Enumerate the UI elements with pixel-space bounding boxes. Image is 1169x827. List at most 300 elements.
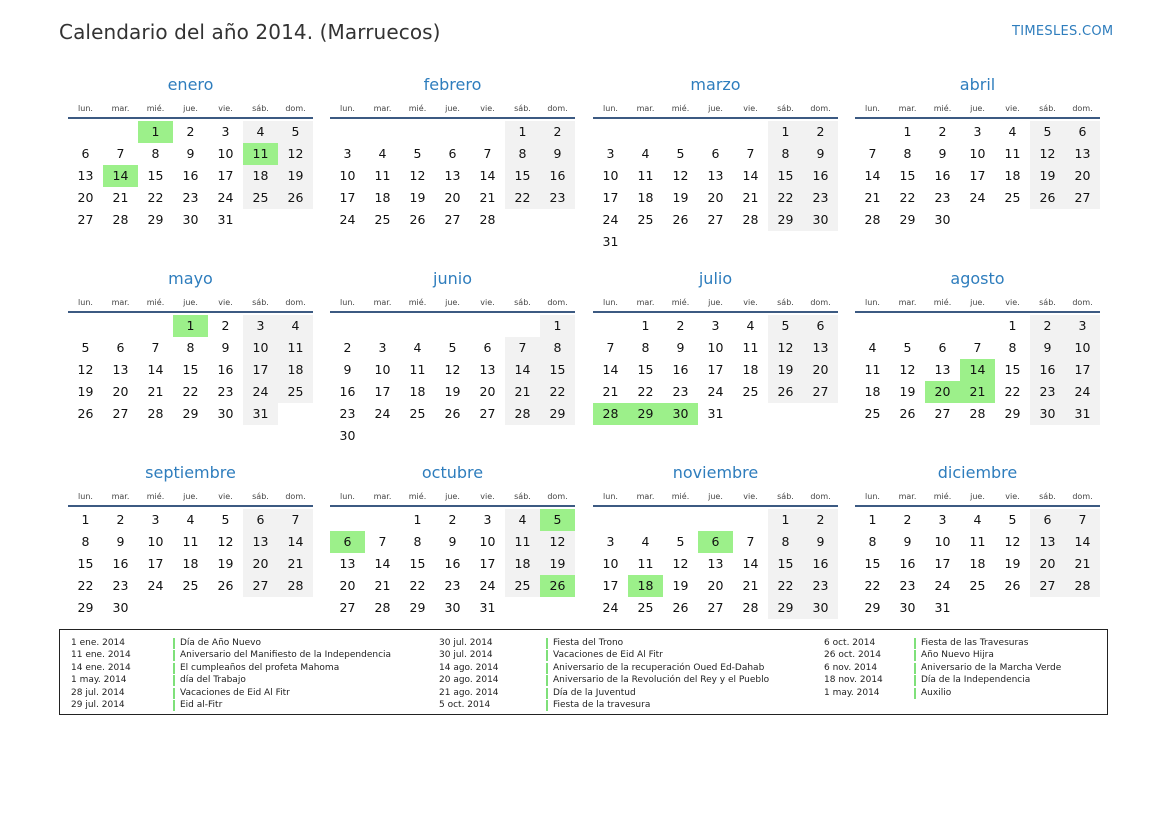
- holiday-day-cell[interactable]: 11: [243, 143, 278, 165]
- day-cell[interactable]: 17: [1065, 359, 1100, 381]
- day-cell[interactable]: 12: [444, 362, 461, 377]
- day-cell[interactable]: 18: [374, 190, 391, 205]
- holiday-day-cell[interactable]: 30: [663, 403, 698, 425]
- day-cell[interactable]: 31: [602, 234, 619, 249]
- day-cell[interactable]: 6: [243, 509, 278, 531]
- day-cell[interactable]: 25: [278, 381, 313, 403]
- day-cell[interactable]: 7: [505, 337, 540, 359]
- day-cell[interactable]: 14: [864, 168, 881, 183]
- day-cell[interactable]: 21: [602, 384, 619, 399]
- day-cell[interactable]: 7: [483, 146, 492, 161]
- day-cell[interactable]: 19: [768, 359, 803, 381]
- day-cell[interactable]: 2: [186, 124, 195, 139]
- day-cell[interactable]: 17: [147, 556, 164, 571]
- holiday-day-cell[interactable]: 21: [960, 381, 995, 403]
- day-cell[interactable]: 18: [637, 190, 654, 205]
- day-cell[interactable]: 19: [77, 384, 94, 399]
- day-cell[interactable]: 25: [505, 575, 540, 597]
- day-cell[interactable]: 14: [147, 362, 164, 377]
- day-cell[interactable]: 1: [1008, 318, 1017, 333]
- day-cell[interactable]: 12: [77, 362, 94, 377]
- day-cell[interactable]: 25: [742, 384, 759, 399]
- day-cell[interactable]: 4: [746, 318, 755, 333]
- day-cell[interactable]: 11: [1004, 146, 1021, 161]
- day-cell[interactable]: 29: [147, 212, 164, 227]
- day-cell[interactable]: 29: [768, 597, 803, 619]
- day-cell[interactable]: 13: [707, 168, 724, 183]
- day-cell[interactable]: 10: [339, 168, 356, 183]
- day-cell[interactable]: 7: [1065, 509, 1100, 531]
- day-cell[interactable]: 4: [378, 146, 387, 161]
- day-cell[interactable]: 23: [803, 187, 838, 209]
- day-cell[interactable]: 15: [864, 556, 881, 571]
- day-cell[interactable]: 13: [803, 337, 838, 359]
- day-cell[interactable]: 6: [116, 340, 125, 355]
- day-cell[interactable]: 20: [1030, 553, 1065, 575]
- day-cell[interactable]: 10: [243, 337, 278, 359]
- day-cell[interactable]: 9: [116, 534, 125, 549]
- day-cell[interactable]: 28: [1065, 575, 1100, 597]
- day-cell[interactable]: 12: [1004, 534, 1021, 549]
- day-cell[interactable]: 11: [409, 362, 426, 377]
- day-cell[interactable]: 6: [1065, 121, 1100, 143]
- day-cell[interactable]: 13: [1030, 531, 1065, 553]
- holiday-day-cell[interactable]: 28: [593, 403, 628, 425]
- day-cell[interactable]: 22: [637, 384, 654, 399]
- day-cell[interactable]: 17: [217, 168, 234, 183]
- day-cell[interactable]: 15: [768, 165, 803, 187]
- holiday-day-cell[interactable]: 14: [103, 165, 138, 187]
- day-cell[interactable]: 18: [1004, 168, 1021, 183]
- day-cell[interactable]: 7: [278, 509, 313, 531]
- day-cell[interactable]: 11: [969, 534, 986, 549]
- day-cell[interactable]: 8: [1008, 340, 1017, 355]
- day-cell[interactable]: 19: [672, 190, 689, 205]
- day-cell[interactable]: 21: [505, 381, 540, 403]
- day-cell[interactable]: 12: [672, 168, 689, 183]
- day-cell[interactable]: 16: [1030, 359, 1065, 381]
- day-cell[interactable]: 10: [147, 534, 164, 549]
- day-cell[interactable]: 24: [374, 406, 391, 421]
- day-cell[interactable]: 4: [186, 512, 195, 527]
- day-cell[interactable]: 11: [374, 168, 391, 183]
- day-cell[interactable]: 3: [343, 146, 352, 161]
- day-cell[interactable]: 28: [479, 212, 496, 227]
- day-cell[interactable]: 22: [505, 187, 540, 209]
- day-cell[interactable]: 16: [444, 556, 461, 571]
- day-cell[interactable]: 7: [746, 534, 755, 549]
- day-cell[interactable]: 8: [413, 534, 422, 549]
- day-cell[interactable]: 5: [81, 340, 90, 355]
- day-cell[interactable]: 4: [973, 512, 982, 527]
- day-cell[interactable]: 5: [448, 340, 457, 355]
- day-cell[interactable]: 6: [711, 146, 720, 161]
- day-cell[interactable]: 17: [339, 190, 356, 205]
- day-cell[interactable]: 21: [864, 190, 881, 205]
- day-cell[interactable]: 23: [217, 384, 234, 399]
- day-cell[interactable]: 19: [540, 553, 575, 575]
- day-cell[interactable]: 4: [641, 146, 650, 161]
- day-cell[interactable]: 27: [707, 212, 724, 227]
- day-cell[interactable]: 13: [1065, 143, 1100, 165]
- day-cell[interactable]: 13: [934, 362, 951, 377]
- holiday-day-cell[interactable]: 5: [540, 509, 575, 531]
- day-cell[interactable]: 23: [182, 190, 199, 205]
- day-cell[interactable]: 13: [243, 531, 278, 553]
- day-cell[interactable]: 5: [278, 121, 313, 143]
- day-cell[interactable]: 5: [903, 340, 912, 355]
- day-cell[interactable]: 18: [505, 553, 540, 575]
- day-cell[interactable]: 21: [479, 190, 496, 205]
- day-cell[interactable]: 5: [221, 512, 230, 527]
- day-cell[interactable]: 16: [672, 362, 689, 377]
- day-cell[interactable]: 27: [339, 600, 356, 615]
- day-cell[interactable]: 7: [746, 146, 755, 161]
- day-cell[interactable]: 21: [374, 578, 391, 593]
- day-cell[interactable]: 1: [413, 512, 422, 527]
- day-cell[interactable]: 30: [899, 600, 916, 615]
- day-cell[interactable]: 29: [540, 403, 575, 425]
- day-cell[interactable]: 21: [112, 190, 129, 205]
- day-cell[interactable]: 24: [1065, 381, 1100, 403]
- day-cell[interactable]: 27: [803, 381, 838, 403]
- day-cell[interactable]: 10: [602, 556, 619, 571]
- day-cell[interactable]: 2: [448, 512, 457, 527]
- day-cell[interactable]: 3: [243, 315, 278, 337]
- day-cell[interactable]: 1: [903, 124, 912, 139]
- day-cell[interactable]: 17: [602, 578, 619, 593]
- day-cell[interactable]: 29: [899, 212, 916, 227]
- day-cell[interactable]: 26: [672, 600, 689, 615]
- day-cell[interactable]: 16: [934, 168, 951, 183]
- day-cell[interactable]: 15: [77, 556, 94, 571]
- day-cell[interactable]: 7: [378, 534, 387, 549]
- day-cell[interactable]: 16: [540, 165, 575, 187]
- day-cell[interactable]: 14: [374, 556, 391, 571]
- day-cell[interactable]: 14: [278, 531, 313, 553]
- day-cell[interactable]: 3: [151, 512, 160, 527]
- day-cell[interactable]: 17: [374, 384, 391, 399]
- day-cell[interactable]: 1: [505, 121, 540, 143]
- day-cell[interactable]: 8: [151, 146, 160, 161]
- day-cell[interactable]: 24: [602, 600, 619, 615]
- day-cell[interactable]: 17: [602, 190, 619, 205]
- day-cell[interactable]: 6: [81, 146, 90, 161]
- day-cell[interactable]: 15: [768, 553, 803, 575]
- day-cell[interactable]: 12: [768, 337, 803, 359]
- holiday-day-cell[interactable]: 6: [330, 531, 365, 553]
- day-cell[interactable]: 4: [641, 534, 650, 549]
- day-cell[interactable]: 19: [672, 578, 689, 593]
- day-cell[interactable]: 9: [186, 146, 195, 161]
- day-cell[interactable]: 15: [637, 362, 654, 377]
- day-cell[interactable]: 5: [1008, 512, 1017, 527]
- day-cell[interactable]: 9: [938, 146, 947, 161]
- day-cell[interactable]: 8: [768, 143, 803, 165]
- day-cell[interactable]: 25: [637, 212, 654, 227]
- day-cell[interactable]: 25: [182, 578, 199, 593]
- day-cell[interactable]: 10: [1065, 337, 1100, 359]
- day-cell[interactable]: 2: [1030, 315, 1065, 337]
- day-cell[interactable]: 13: [112, 362, 129, 377]
- day-cell[interactable]: 29: [182, 406, 199, 421]
- day-cell[interactable]: 24: [243, 381, 278, 403]
- day-cell[interactable]: 4: [505, 509, 540, 531]
- day-cell[interactable]: 1: [768, 509, 803, 531]
- day-cell[interactable]: 22: [409, 578, 426, 593]
- day-cell[interactable]: 17: [243, 359, 278, 381]
- day-cell[interactable]: 15: [182, 362, 199, 377]
- day-cell[interactable]: 28: [374, 600, 391, 615]
- day-cell[interactable]: 24: [707, 384, 724, 399]
- day-cell[interactable]: 1: [81, 512, 90, 527]
- day-cell[interactable]: 26: [899, 406, 916, 421]
- day-cell[interactable]: 15: [899, 168, 916, 183]
- day-cell[interactable]: 23: [803, 575, 838, 597]
- day-cell[interactable]: 26: [278, 187, 313, 209]
- day-cell[interactable]: 25: [864, 406, 881, 421]
- day-cell[interactable]: 2: [343, 340, 352, 355]
- day-cell[interactable]: 28: [505, 403, 540, 425]
- day-cell[interactable]: 13: [707, 556, 724, 571]
- day-cell[interactable]: 11: [182, 534, 199, 549]
- day-cell[interactable]: 20: [707, 578, 724, 593]
- day-cell[interactable]: 12: [540, 531, 575, 553]
- day-cell[interactable]: 7: [606, 340, 615, 355]
- day-cell[interactable]: 7: [151, 340, 160, 355]
- day-cell[interactable]: 14: [505, 359, 540, 381]
- day-cell[interactable]: 16: [339, 384, 356, 399]
- day-cell[interactable]: 24: [479, 578, 496, 593]
- day-cell[interactable]: 19: [1030, 165, 1065, 187]
- day-cell[interactable]: 25: [243, 187, 278, 209]
- day-cell[interactable]: 12: [672, 556, 689, 571]
- day-cell[interactable]: 19: [217, 556, 234, 571]
- day-cell[interactable]: 30: [803, 597, 838, 619]
- day-cell[interactable]: 4: [868, 340, 877, 355]
- day-cell[interactable]: 9: [803, 531, 838, 553]
- day-cell[interactable]: 28: [278, 575, 313, 597]
- day-cell[interactable]: 19: [1004, 556, 1021, 571]
- day-cell[interactable]: 30: [803, 209, 838, 231]
- day-cell[interactable]: 14: [602, 362, 619, 377]
- day-cell[interactable]: 28: [147, 406, 164, 421]
- day-cell[interactable]: 20: [77, 190, 94, 205]
- day-cell[interactable]: 9: [803, 143, 838, 165]
- day-cell[interactable]: 8: [186, 340, 195, 355]
- day-cell[interactable]: 29: [768, 209, 803, 231]
- day-cell[interactable]: 17: [934, 556, 951, 571]
- day-cell[interactable]: 3: [1065, 315, 1100, 337]
- day-cell[interactable]: 10: [602, 168, 619, 183]
- day-cell[interactable]: 28: [742, 212, 759, 227]
- day-cell[interactable]: 27: [707, 600, 724, 615]
- day-cell[interactable]: 21: [278, 553, 313, 575]
- day-cell[interactable]: 31: [934, 600, 951, 615]
- day-cell[interactable]: 22: [864, 578, 881, 593]
- day-cell[interactable]: 26: [409, 212, 426, 227]
- day-cell[interactable]: 21: [147, 384, 164, 399]
- day-cell[interactable]: 22: [1004, 384, 1021, 399]
- day-cell[interactable]: 3: [973, 124, 982, 139]
- day-cell[interactable]: 20: [243, 553, 278, 575]
- day-cell[interactable]: 31: [707, 406, 724, 421]
- day-cell[interactable]: 11: [278, 337, 313, 359]
- day-cell[interactable]: 12: [278, 143, 313, 165]
- day-cell[interactable]: 22: [768, 575, 803, 597]
- day-cell[interactable]: 10: [217, 146, 234, 161]
- day-cell[interactable]: 26: [1004, 578, 1021, 593]
- day-cell[interactable]: 22: [182, 384, 199, 399]
- day-cell[interactable]: 8: [641, 340, 650, 355]
- day-cell[interactable]: 5: [1030, 121, 1065, 143]
- day-cell[interactable]: 11: [637, 168, 654, 183]
- day-cell[interactable]: 3: [711, 318, 720, 333]
- day-cell[interactable]: 6: [448, 146, 457, 161]
- day-cell[interactable]: 31: [217, 212, 234, 227]
- day-cell[interactable]: 11: [864, 362, 881, 377]
- day-cell[interactable]: 2: [803, 509, 838, 531]
- day-cell[interactable]: 10: [969, 146, 986, 161]
- day-cell[interactable]: 24: [217, 190, 234, 205]
- day-cell[interactable]: 21: [1065, 553, 1100, 575]
- day-cell[interactable]: 13: [77, 168, 94, 183]
- day-cell[interactable]: 27: [444, 212, 461, 227]
- day-cell[interactable]: 23: [1030, 381, 1065, 403]
- day-cell[interactable]: 19: [899, 384, 916, 399]
- day-cell[interactable]: 8: [903, 146, 912, 161]
- day-cell[interactable]: 30: [112, 600, 129, 615]
- day-cell[interactable]: 8: [505, 143, 540, 165]
- day-cell[interactable]: 7: [116, 146, 125, 161]
- day-cell[interactable]: 22: [768, 187, 803, 209]
- day-cell[interactable]: 28: [969, 406, 986, 421]
- day-cell[interactable]: 27: [479, 406, 496, 421]
- day-cell[interactable]: 19: [444, 384, 461, 399]
- day-cell[interactable]: 18: [409, 384, 426, 399]
- day-cell[interactable]: 7: [868, 146, 877, 161]
- day-cell[interactable]: 30: [217, 406, 234, 421]
- day-cell[interactable]: 16: [182, 168, 199, 183]
- holiday-day-cell[interactable]: 26: [540, 575, 575, 597]
- day-cell[interactable]: 12: [899, 362, 916, 377]
- day-cell[interactable]: 23: [339, 406, 356, 421]
- day-cell[interactable]: 3: [221, 124, 230, 139]
- day-cell[interactable]: 15: [505, 165, 540, 187]
- day-cell[interactable]: 26: [77, 406, 94, 421]
- day-cell[interactable]: 27: [112, 406, 129, 421]
- day-cell[interactable]: 13: [339, 556, 356, 571]
- day-cell[interactable]: 2: [540, 121, 575, 143]
- day-cell[interactable]: 10: [934, 534, 951, 549]
- day-cell[interactable]: 19: [278, 165, 313, 187]
- day-cell[interactable]: 23: [934, 190, 951, 205]
- day-cell[interactable]: 25: [1004, 190, 1021, 205]
- holiday-day-cell[interactable]: 1: [173, 315, 208, 337]
- holiday-day-cell[interactable]: 6: [698, 531, 733, 553]
- day-cell[interactable]: 31: [479, 600, 496, 615]
- day-cell[interactable]: 10: [707, 340, 724, 355]
- day-cell[interactable]: 26: [1030, 187, 1065, 209]
- day-cell[interactable]: 18: [969, 556, 986, 571]
- day-cell[interactable]: 3: [606, 146, 615, 161]
- day-cell[interactable]: 30: [339, 428, 356, 443]
- day-cell[interactable]: 5: [768, 315, 803, 337]
- day-cell[interactable]: 6: [1030, 509, 1065, 531]
- day-cell[interactable]: 11: [505, 531, 540, 553]
- day-cell[interactable]: 20: [707, 190, 724, 205]
- day-cell[interactable]: 18: [742, 362, 759, 377]
- day-cell[interactable]: 27: [243, 575, 278, 597]
- day-cell[interactable]: 21: [742, 190, 759, 205]
- day-cell[interactable]: 25: [637, 600, 654, 615]
- day-cell[interactable]: 27: [934, 406, 951, 421]
- day-cell[interactable]: 18: [243, 165, 278, 187]
- day-cell[interactable]: 22: [540, 381, 575, 403]
- day-cell[interactable]: 4: [278, 315, 313, 337]
- day-cell[interactable]: 23: [540, 187, 575, 209]
- day-cell[interactable]: 31: [243, 403, 278, 425]
- day-cell[interactable]: 22: [77, 578, 94, 593]
- holiday-day-cell[interactable]: 20: [925, 381, 960, 403]
- day-cell[interactable]: 29: [1004, 406, 1021, 421]
- day-cell[interactable]: 17: [707, 362, 724, 377]
- day-cell[interactable]: 17: [479, 556, 496, 571]
- day-cell[interactable]: 7: [973, 340, 982, 355]
- day-cell[interactable]: 16: [899, 556, 916, 571]
- day-cell[interactable]: 2: [938, 124, 947, 139]
- day-cell[interactable]: 9: [540, 143, 575, 165]
- day-cell[interactable]: 3: [378, 340, 387, 355]
- day-cell[interactable]: 1: [868, 512, 877, 527]
- day-cell[interactable]: 14: [742, 168, 759, 183]
- day-cell[interactable]: 20: [444, 190, 461, 205]
- day-cell[interactable]: 9: [1030, 337, 1065, 359]
- day-cell[interactable]: 23: [112, 578, 129, 593]
- day-cell[interactable]: 23: [672, 384, 689, 399]
- day-cell[interactable]: 25: [969, 578, 986, 593]
- day-cell[interactable]: 4: [413, 340, 422, 355]
- day-cell[interactable]: 28: [742, 600, 759, 615]
- day-cell[interactable]: 24: [339, 212, 356, 227]
- day-cell[interactable]: 10: [479, 534, 496, 549]
- day-cell[interactable]: 20: [479, 384, 496, 399]
- day-cell[interactable]: 13: [444, 168, 461, 183]
- day-cell[interactable]: 9: [676, 340, 685, 355]
- holiday-day-cell[interactable]: 14: [960, 359, 995, 381]
- day-cell[interactable]: 29: [409, 600, 426, 615]
- day-cell[interactable]: 1: [540, 315, 575, 337]
- day-cell[interactable]: 30: [1030, 403, 1065, 425]
- day-cell[interactable]: 12: [217, 534, 234, 549]
- day-cell[interactable]: 30: [444, 600, 461, 615]
- day-cell[interactable]: 2: [221, 318, 230, 333]
- day-cell[interactable]: 12: [409, 168, 426, 183]
- day-cell[interactable]: 30: [182, 212, 199, 227]
- day-cell[interactable]: 3: [938, 512, 947, 527]
- day-cell[interactable]: 14: [1065, 531, 1100, 553]
- day-cell[interactable]: 27: [77, 212, 94, 227]
- day-cell[interactable]: 17: [969, 168, 986, 183]
- day-cell[interactable]: 16: [803, 553, 838, 575]
- day-cell[interactable]: 4: [1008, 124, 1017, 139]
- day-cell[interactable]: 16: [217, 362, 234, 377]
- day-cell[interactable]: 6: [938, 340, 947, 355]
- day-cell[interactable]: 2: [903, 512, 912, 527]
- day-cell[interactable]: 2: [803, 121, 838, 143]
- day-cell[interactable]: 21: [742, 578, 759, 593]
- day-cell[interactable]: 4: [243, 121, 278, 143]
